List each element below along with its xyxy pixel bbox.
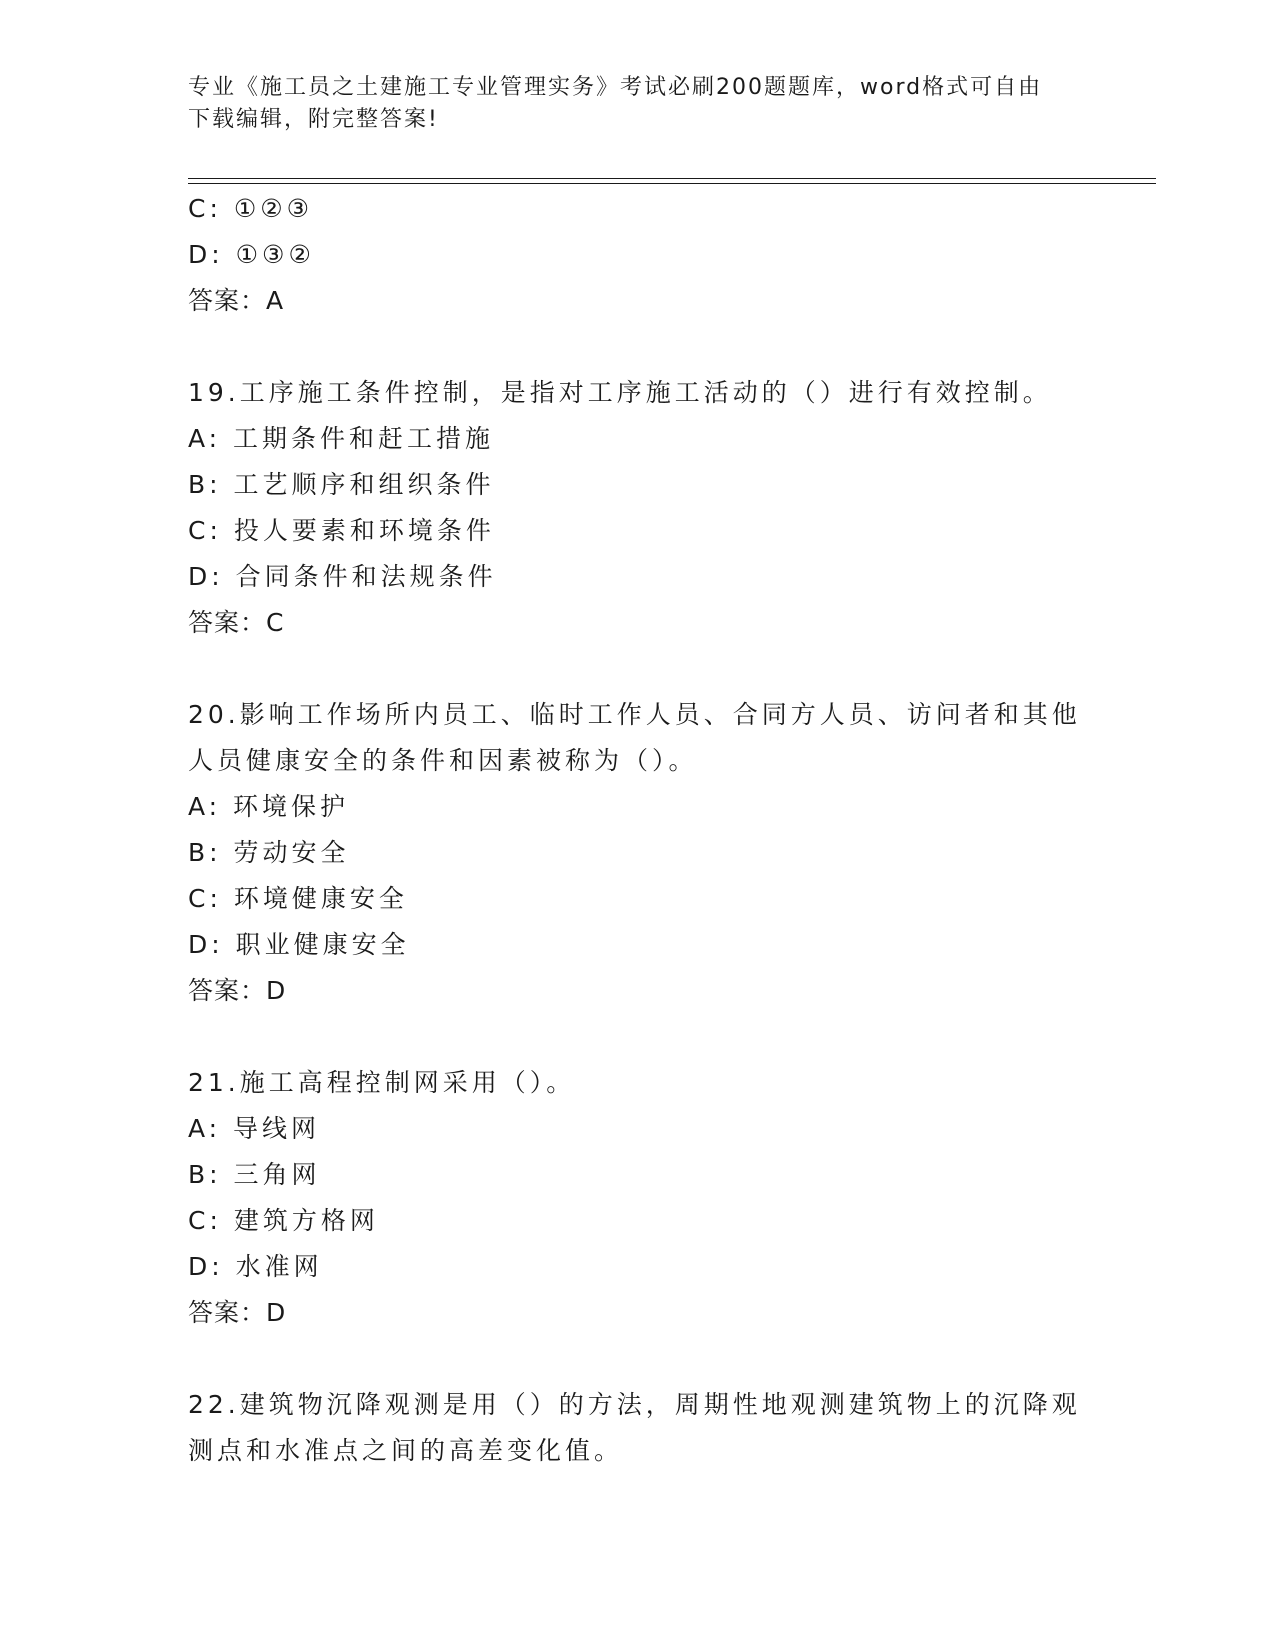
question-block-22 xyxy=(188,1382,1088,1474)
option-d: D: 合同条件和法规条件 xyxy=(188,562,497,591)
answer-line: 答案：A xyxy=(188,286,285,315)
option-d: D: 水准网 xyxy=(188,1252,323,1281)
option-d: D: 职业健康安全 xyxy=(188,930,410,959)
option-a: A: 工期条件和赶工措施 xyxy=(188,424,495,453)
question-block-18-tail xyxy=(188,186,1088,324)
question-text-line-1: 20.影响工作场所内员工、临时工作人员、合同方人员、访问者和其他 xyxy=(188,700,1081,729)
answer-line: 答案：C xyxy=(188,608,285,637)
spacer xyxy=(188,1014,1088,1060)
question-block-20 xyxy=(188,692,1088,1014)
spacer xyxy=(188,646,1088,692)
option-c: C: 建筑方格网 xyxy=(188,1206,379,1235)
option-c: C: ①②③ xyxy=(188,194,314,223)
question-text: 19.工序施工条件控制，是指对工序施工活动的（）进行有效控制。 xyxy=(188,378,1052,407)
option-c: C: 环境健康安全 xyxy=(188,884,408,913)
question-text-line-1: 22.建筑物沉降观测是用（）的方法，周期性地观测建筑物上的沉降观 xyxy=(188,1390,1081,1419)
answer-line: 答案：D xyxy=(188,976,287,1005)
option-a: A: 导线网 xyxy=(188,1114,321,1143)
spacer xyxy=(188,324,1088,370)
option-c: C: 投人要素和环境条件 xyxy=(188,516,495,545)
option-b: B: 三角网 xyxy=(188,1160,321,1189)
option-b: B: 工艺顺序和组织条件 xyxy=(188,470,495,499)
header-line-2: 下载编辑，附完整答案! xyxy=(188,107,439,132)
document-header xyxy=(188,72,1088,136)
option-d: D: ①③② xyxy=(188,240,315,269)
question-block-19 xyxy=(188,370,1088,646)
option-b: B: 劳动安全 xyxy=(188,838,350,867)
header-line-1: 专业《施工员之土建施工专业管理实务》考试必刷200题题库，word格式可自由 xyxy=(188,75,1043,100)
document-body xyxy=(188,186,1088,1474)
answer-line: 答案：D xyxy=(188,1298,287,1327)
question-block-21 xyxy=(188,1060,1088,1336)
header-rule-bottom xyxy=(188,183,1156,184)
question-text-line-2: 测点和水准点之间的高差变化值。 xyxy=(188,1436,624,1465)
header-rule-top xyxy=(188,178,1156,179)
question-text: 21.施工高程控制网采用（）。 xyxy=(188,1068,576,1097)
spacer xyxy=(188,1336,1088,1382)
question-text-line-2: 人员健康安全的条件和因素被称为（）。 xyxy=(188,746,698,775)
option-a: A: 环境保护 xyxy=(188,792,350,821)
